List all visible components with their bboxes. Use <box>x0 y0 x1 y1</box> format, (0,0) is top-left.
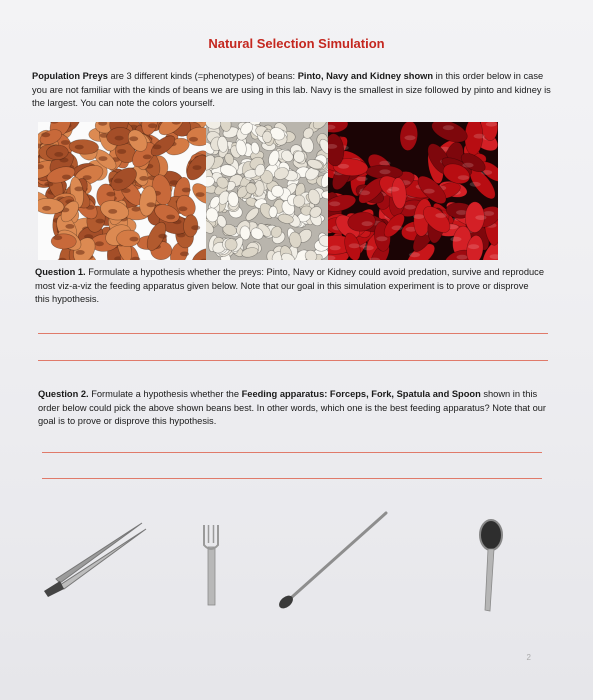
intro-bean-names: Pinto, Navy and Kidney shown <box>297 71 434 81</box>
question-2-text-1: Formulate a hypothesis whether the <box>88 389 242 399</box>
kidney-beans-image <box>328 122 498 260</box>
page-number: 2 <box>526 653 531 662</box>
fork-icon <box>204 525 218 605</box>
question-2 <box>38 388 548 429</box>
intro-text-1: are 3 different kinds (=phenotypes) of beans: <box>107 71 298 81</box>
question-2-label: Question 2. <box>38 389 89 399</box>
answer-line[interactable] <box>38 360 548 361</box>
spatula-icon <box>277 513 386 611</box>
intro-text-2: in this order below in case you are not familiar with the kinds of beans we are using in this lab. Navy is the smallest in size followed by pinto and kidney is the largest. You can note the colors yourself. <box>32 71 551 108</box>
question-1 <box>35 266 545 307</box>
page-title: Natural Selection Simulation <box>208 36 385 51</box>
beans-photo <box>38 122 498 260</box>
answer-line[interactable] <box>42 452 542 453</box>
question-1-text: Formulate a hypothesis whether the preys: Pinto, Navy or Kidney could avoid predation, survive and reproduce most viz-a-viz the feeding apparatus given below. Note that our goal in this simulation experiment is to prove or disprove this hypothesis. <box>35 267 545 304</box>
spoon-icon <box>480 520 502 611</box>
navy-beans-image <box>206 122 328 260</box>
question-2-apparatus: Feeding apparatus: Forceps, Fork, Spatula and Spoon <box>241 389 481 399</box>
intro-lead: Population Preys <box>32 71 108 81</box>
answer-line[interactable] <box>42 478 542 479</box>
question-1-label: Question 1. <box>35 267 86 277</box>
forceps-icon <box>44 523 146 597</box>
intro-paragraph <box>32 70 552 111</box>
answer-line[interactable] <box>38 333 548 334</box>
feeding-apparatus-images <box>30 505 570 625</box>
question-2-text-2: shown in this order below could pick the above shown beans best. In other words, which one is the best feeding apparatus? Note that our goal is to prove or disprove this hypothesis. <box>38 389 547 426</box>
pinto-beans-image <box>38 122 206 260</box>
